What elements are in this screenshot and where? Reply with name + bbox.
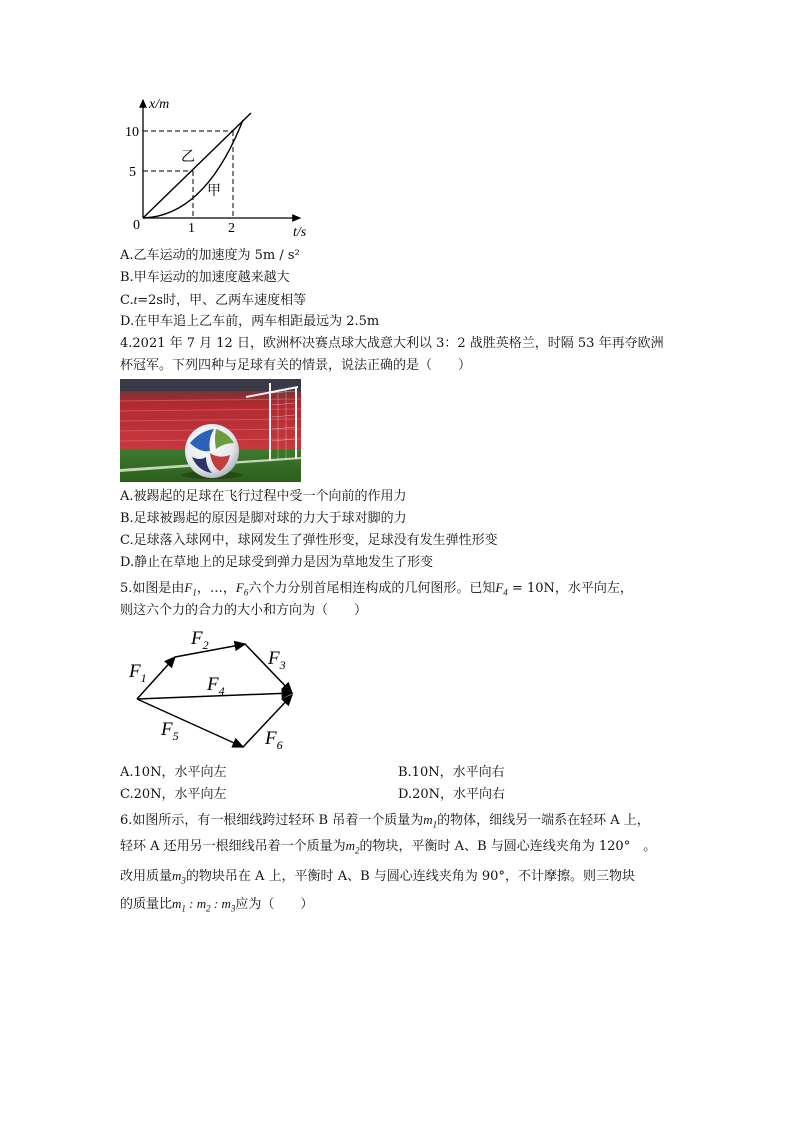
ratio-m1-letter: m xyxy=(172,896,182,911)
q6-line1-b: 的物体，细线另一端系在轻环 A 上， xyxy=(437,813,650,828)
arrow-f5 xyxy=(137,699,243,747)
m2-letter: m xyxy=(345,838,356,853)
q6-line2 xyxy=(120,836,656,861)
m2-sub: 2 xyxy=(355,845,360,856)
m3-letter: m xyxy=(172,868,182,883)
q5-stem-part-d: ，水平向左， xyxy=(554,581,633,596)
f4-sub: 4 xyxy=(503,587,508,598)
q5-option-d: D.20N，水平向右 xyxy=(398,787,506,802)
q5-stem-line2: 则这六个力的合力的大小和方向为（ ） xyxy=(120,603,368,618)
ratio-m2-letter: m xyxy=(196,896,207,911)
soccer-stadium-photo xyxy=(120,379,301,482)
line-yi xyxy=(143,113,251,218)
f4-letter: F xyxy=(495,580,504,595)
q3-option-c xyxy=(120,290,306,311)
q6-line2-b: 的物块，平衡时 A、B 与圆心连线夹角为 120° 。 xyxy=(359,839,657,854)
mass-ratio: $m_1$ : $m_2$ : $m_3$ xyxy=(172,896,236,914)
q3-option-c-var: t xyxy=(133,292,138,307)
m1-symbol xyxy=(423,812,438,830)
f1-letter: F xyxy=(184,580,193,595)
f6-symbol xyxy=(235,580,249,598)
label-f2: $F_2$ xyxy=(191,628,209,652)
tick-label-2: 2 xyxy=(228,221,235,236)
q3-option-d: D.在甲车追上乙车前，两车相距最远为 2.5m xyxy=(120,314,380,329)
ratio-m2-sub: 2 xyxy=(206,903,211,914)
ratio-m3-letter: m xyxy=(221,896,231,911)
label-f3: $F_3$ xyxy=(268,648,286,672)
q4-stem-line2: 杯冠军。下列四种与足球有关的情景，说法正确的是（ ） xyxy=(120,358,472,373)
q3-option-a: A.乙车运动的加速度为 5m / s² xyxy=(120,248,300,263)
q5-stem-part-c: 六个力分别首尾相连构成的几何图形。已知 xyxy=(248,581,496,596)
ratio-m3-sub: 3 xyxy=(230,903,236,914)
q4-stem-line1: 4.2021 年 7 月 12 日，欧洲杯决赛点球大战意大利以 3：2 战胜英格兰，时隔 53 年再夺欧洲 xyxy=(120,336,664,351)
q3-option-b: B.甲车运动的加速度越来越大 xyxy=(120,270,290,285)
arrow-f2 xyxy=(175,644,245,657)
tick-label-5: 5 xyxy=(129,165,136,180)
q6-line4-b: 应为（ ） xyxy=(235,897,314,912)
tick-label-10: 10 xyxy=(125,125,139,140)
position-axis-label: x/m xyxy=(149,97,170,112)
q6-line3-a: 改用质量 xyxy=(120,869,173,884)
label-f5: $F_5$ xyxy=(161,719,179,743)
xt-graph xyxy=(125,88,315,238)
label-yi: 乙 xyxy=(181,150,195,165)
tick-label-1: 1 xyxy=(188,221,195,236)
force-polygon-diagram xyxy=(125,622,305,752)
q4-option-d: D.静止在草地上的足球受到弹力是因为草地发生了形变 xyxy=(120,555,434,570)
q6-line1-a: 6.如图所示，有一根细线跨过轻环 B 吊着一个质量为 xyxy=(120,813,424,828)
q5-stem-part-b: ，…， xyxy=(196,581,236,596)
f1-symbol xyxy=(184,580,197,598)
q4-option-b: B.足球被踢起的原因是脚对球的力大于球对脚的力 xyxy=(120,511,407,526)
label-f1: $F_1$ xyxy=(129,661,147,685)
q5-stem-part-a: 5.如图是由 xyxy=(120,581,185,596)
q6-line4 xyxy=(120,894,313,919)
q6-line3 xyxy=(120,866,635,891)
f6-sub: 6 xyxy=(243,587,249,598)
origin-label: 0 xyxy=(133,218,140,233)
q6-line4-a: 的质量比 xyxy=(120,897,173,912)
f1-sub: 1 xyxy=(192,587,197,598)
m3-symbol xyxy=(172,868,186,886)
q4-option-a: A.被踢起的足球在飞行过程中受一个向前的作用力 xyxy=(120,489,407,504)
time-axis-label: t/s xyxy=(293,225,307,238)
q6-line1 xyxy=(120,810,650,835)
label-f4: $F_4$ xyxy=(207,674,225,698)
q6-line2-a: 轻环 A 还用另一根细线吊着一个质量为 xyxy=(120,839,346,854)
m2-symbol xyxy=(345,838,360,856)
label-jia: 甲 xyxy=(207,184,221,199)
q5-option-b: B.10N，水平向右 xyxy=(398,765,505,780)
q4-option-c: C.足球落入球网中，球网发生了弹性形变，足球没有发生弹性形变 xyxy=(120,533,498,548)
f6-letter: F xyxy=(235,580,244,595)
q6-line3-b: 的物块吊在 A 上，平衡时 A、B 与圆心连线夹角为 90°，不计摩擦。则三物块 xyxy=(185,869,635,884)
q5-option-a: A.10N，水平向左 xyxy=(120,765,227,780)
m3-sub: 3 xyxy=(181,875,186,886)
f4-symbol xyxy=(495,580,508,598)
ratio-m1-sub: 1 xyxy=(181,903,186,914)
q5-option-c: C.20N，水平向左 xyxy=(120,787,227,802)
m1-letter: m xyxy=(423,812,433,827)
q3-option-c-prefix: C. xyxy=(120,293,134,308)
m1-sub: 1 xyxy=(432,819,438,830)
label-f6: $F_6$ xyxy=(265,728,283,752)
f4-value: = 10N xyxy=(507,581,555,596)
q5-stem-line1 xyxy=(120,578,633,603)
q3-option-c-rest: =2s时，甲、乙两车速度相等 xyxy=(137,293,307,308)
